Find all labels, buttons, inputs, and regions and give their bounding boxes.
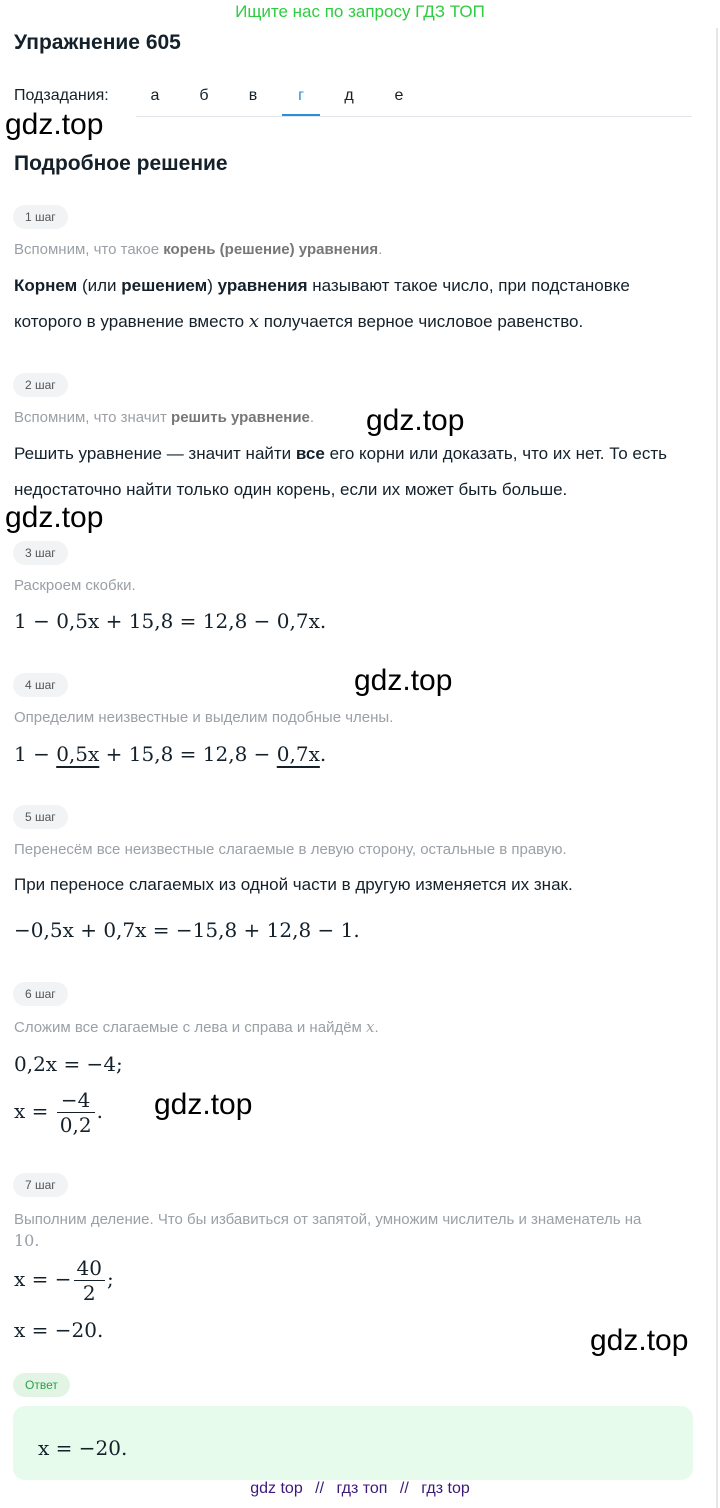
- subtask-tab-v[interactable]: в: [248, 87, 258, 104]
- step-hint: Вспомним, что такое корень (решение) уравнения.: [14, 241, 383, 258]
- step-hint: Сложим все слагаемые с лева и справа и найдём x.: [14, 1018, 379, 1036]
- fraction: $\frac{-4}{0,2}$: [57, 1088, 95, 1137]
- subtasks-tabs: [136, 80, 692, 117]
- equation: 1 − 0,5x + 15,8 = 12,8 − 0,7x.: [14, 742, 327, 766]
- footer-link[interactable]: гдз top: [421, 1480, 470, 1497]
- equation: x = − $\frac{40}{2}$ ;: [14, 1256, 114, 1305]
- watermark: gdz.top: [354, 664, 453, 697]
- step-text: Корнем (или решением) уравнения называют такое число, при подстановке которого в уравнение вместо x получается верное числовое равенство.: [14, 276, 630, 332]
- step-badge: 4 шаг: [13, 673, 68, 697]
- step-hint: Вспомним, что значит решить уравнение.: [14, 409, 315, 426]
- answer-value: x = −20.: [38, 1436, 128, 1460]
- step-hint: Определим неизвестные и выделим подобные члены.: [14, 709, 394, 726]
- solution-heading: Подробное решение: [14, 152, 228, 175]
- step-badge: 3 шаг: [13, 541, 68, 565]
- footer-links: [0, 1480, 720, 1498]
- watermark: gdz.top: [590, 1324, 689, 1357]
- subtasks-label: Подзадания:: [14, 87, 109, 104]
- step-text: Решить уравнение — значит найти все его корни или доказать, что их нет. То есть недостаточно найти только один корень, если их может быть больше.: [14, 444, 668, 499]
- footer-link[interactable]: гдз топ: [336, 1480, 388, 1497]
- answer-badge: Ответ: [13, 1373, 70, 1397]
- subtask-tab-a[interactable]: а: [150, 87, 160, 104]
- subtask-tab-g[interactable]: г: [282, 87, 320, 116]
- page-divider: [716, 28, 718, 1508]
- step-badge: 2 шаг: [13, 373, 68, 397]
- watermark: gdz.top: [154, 1088, 253, 1121]
- footer-separator: //: [399, 1480, 409, 1497]
- step-hint: Раскроем скобки.: [14, 577, 136, 594]
- subtask-tab-d[interactable]: д: [344, 87, 354, 104]
- equation: 1 − 0,5x + 15,8 = 12,8 − 0,7x.: [14, 609, 327, 633]
- watermark: gdz.top: [366, 404, 465, 437]
- fraction: $\frac{40}{2}$: [74, 1256, 105, 1305]
- subtask-tab-e[interactable]: е: [394, 87, 404, 104]
- step-badge: 7 шаг: [13, 1173, 68, 1197]
- like-term-underline: 0,5x: [56, 742, 100, 766]
- watermark: gdz.top: [5, 108, 104, 141]
- footer-separator: //: [315, 1480, 325, 1497]
- step-hint: Перенесём все неизвестные слагаемые в левую сторону, остальные в правую.: [14, 841, 567, 858]
- equation: −0,5x + 0,7x = −15,8 + 12,8 − 1.: [14, 918, 360, 942]
- step-text: При переносе слагаемых из одной части в другую изменяется их знак.: [14, 875, 573, 894]
- equation: x = $\frac{-4}{0,2}$ .: [14, 1088, 103, 1137]
- watermark: gdz.top: [5, 501, 104, 534]
- subtask-tab-b[interactable]: б: [199, 87, 209, 104]
- step-badge: 6 шаг: [13, 982, 68, 1006]
- footer-link[interactable]: gdz top: [250, 1480, 303, 1497]
- step-badge: 5 шаг: [13, 805, 68, 829]
- page-title: Упражнение 605: [14, 31, 181, 54]
- step-badge: 1 шаг: [13, 205, 68, 229]
- equation: x = −20.: [14, 1318, 104, 1342]
- step-hint: Выполним деление. Что бы избавиться от запятой, умножим числитель и знаменатель на 10.: [14, 1211, 642, 1250]
- like-term-underline: 0,7x: [276, 742, 320, 766]
- equation: 0,2x = −4;: [14, 1052, 123, 1076]
- search-hint-banner: Ищите нас по запросу ГДЗ ТОП: [235, 2, 485, 21]
